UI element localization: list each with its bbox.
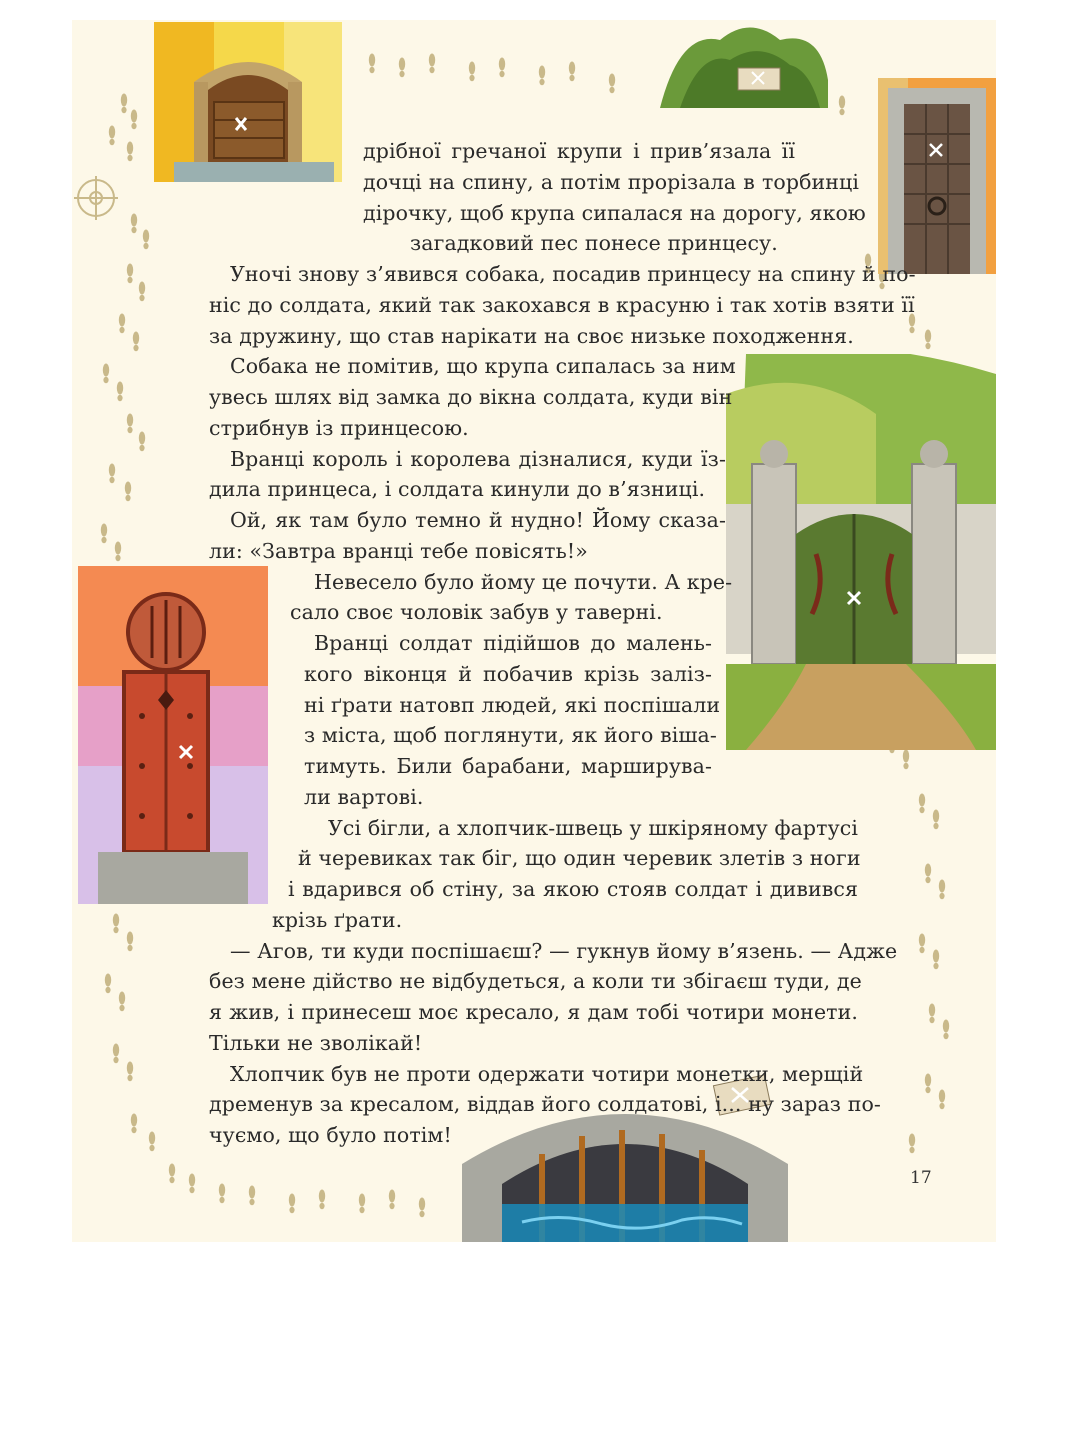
text-line: з міста, щоб поглянути, як його віша- — [304, 723, 717, 748]
text-line: я жив, і принесеш моє кресало, я дам тобі чотири монети. — [209, 1000, 858, 1024]
text-line: Вранці король і королева дізналися, куди їз- — [230, 446, 726, 471]
text-line: Усі бігли, а хлопчик-швець у шкіряному фартусі — [328, 815, 858, 840]
text-line: Вранці солдат підійшов до малень- — [314, 631, 712, 655]
text-line: дременув за кресалом, віддав його солдатові, і... ну зараз по- — [209, 1092, 881, 1117]
text-line: чуємо, що було потім! — [209, 1123, 452, 1147]
text-line: увесь шлях від замка до вікна солдата, куди він — [209, 385, 733, 409]
text-line: Уночі знову з’явився собака, посадив принцесу на спину й по- — [230, 262, 916, 286]
text-line: ніс до солдата, який так закохався в красуню і так хотів взяти її — [209, 292, 915, 317]
text-line: й черевиках так біг, що один черевик злетів з ноги — [298, 846, 861, 871]
book-page — [72, 20, 996, 1242]
text-line: сало своє чоловік забув у таверні. — [290, 600, 663, 625]
text-line: і вдарився об стіну, за якою стояв солдат і дивився — [288, 877, 858, 901]
text-line: ли: «Завтра вранці тебе повісять!» — [209, 538, 588, 563]
text-line: Невесело було йому це почути. А кре- — [314, 569, 733, 594]
text-line: кого віконця й побачив крізь заліз- — [304, 661, 712, 686]
story-text — [72, 20, 996, 1242]
text-line: Тільки не зволікай! — [209, 1030, 423, 1055]
text-line: — Агов, ти куди поспішаєш? — гукнув йому в’язень. — Адже — [230, 938, 898, 963]
text-line: Хлопчик був не проти одержати чотири монетки, мерщій — [230, 1061, 864, 1086]
text-line: загадковий пес понесе принцесу. — [410, 231, 778, 256]
text-line: дила принцеса, і солдата кинули до в’язниці. — [209, 477, 706, 502]
text-line: тимуть. Били барабани, марширува- — [304, 754, 712, 778]
text-line: за дружину, що став нарікати на своє низьке походження. — [209, 323, 854, 348]
page-number: 17 — [910, 1168, 932, 1188]
text-line: стрибнув із принцесою. — [209, 415, 469, 440]
text-line: Собака не помітив, що крупа сипалась за ним — [230, 354, 736, 379]
text-line: дрібної гречаної крупи і прив’язала її — [363, 139, 795, 163]
text-line: без мене дійство не відбудеться, а коли ти збігаєш туди, де — [209, 969, 862, 994]
text-line: крізь ґрати. — [272, 907, 403, 932]
text-line: Ой, як там було темно й нудно! Йому сказа- — [230, 508, 726, 532]
text-line: дірочку, щоб крупа сипалася на дорогу, якою — [363, 200, 866, 225]
text-line: дочці на спину, а потім прорізала в торбинці — [363, 169, 859, 194]
text-line: ли вартові. — [304, 784, 424, 809]
text-line: ні ґрати натовп людей, які поспішали — [304, 692, 721, 717]
